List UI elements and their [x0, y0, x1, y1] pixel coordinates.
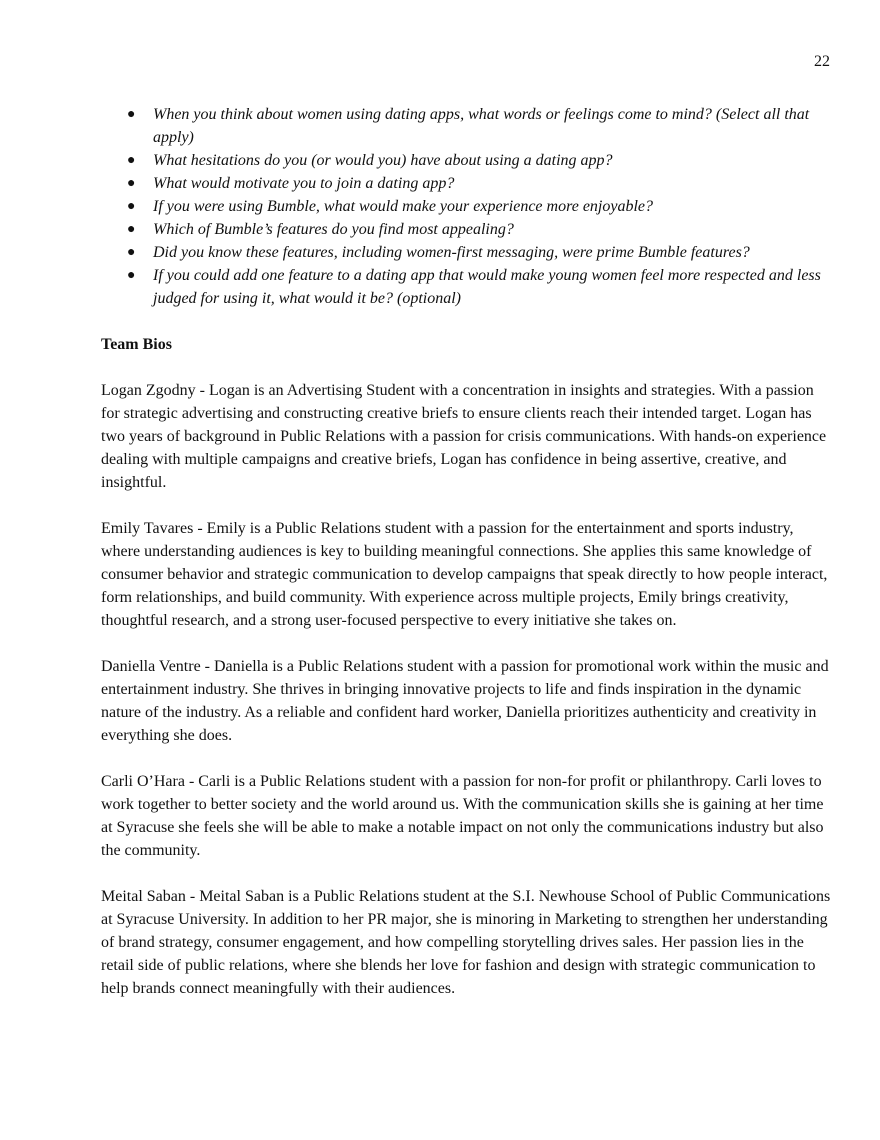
bio-paragraph-meital: Meital Saban - Meital Saban is a Public Relations student at the S.I. Newhouse School of Public Communications at Syracuse University. In addition to her PR major, she is minoring in Marketing to strengthen her understanding of brand strategy, consumer engagement, and how compelling storytelling drives sales. Her passion lies in the retail side of public relations, where she blends her love for fashion and design with strategic communication to help brands connect meaningfully with their audiences. [101, 888, 831, 997]
survey-question-item [127, 218, 827, 241]
survey-question-text: Did you know these features, including women-first messaging, were prime Bumble features? [153, 244, 750, 261]
page-number: 22 [814, 53, 830, 70]
team-bios-section [101, 333, 836, 1023]
team-bios-heading: Team Bios [101, 336, 172, 353]
survey-question-item [127, 195, 827, 218]
survey-question-item [127, 264, 827, 310]
bullet-icon: ● [127, 268, 136, 283]
bullet-icon: ● [127, 222, 136, 237]
bullet-icon: ● [127, 199, 136, 214]
survey-question-text: What hesitations do you (or would you) have about using a dating app? [153, 152, 613, 169]
survey-question-text: If you were using Bumble, what would make your experience more enjoyable? [153, 198, 654, 215]
survey-question-list [127, 103, 827, 310]
bullet-icon: ● [127, 153, 136, 168]
survey-question-item [127, 241, 827, 264]
survey-question-item [127, 103, 827, 149]
bio-paragraph-logan: Logan Zgodny - Logan is an Advertising Student with a concentration in insights and strategies. With a passion for strategic advertising and constructing creative briefs to ensure clients reach their intended target. Logan has two years of background in Public Relations with a passion for crisis communications. With hands-on experience dealing with multiple campaigns and creative briefs, Logan has confidence in being assertive, creative, and insightful. [101, 382, 827, 491]
bio-paragraph-emily: Emily Tavares - Emily is a Public Relations student with a passion for the entertainment and sports industry, where understanding audiences is key to building meaningful connections. She applies this same knowledge of consumer behavior and strategic communication to develop campaigns that speak directly to how people interact, form relationships, and build community. With experience across multiple projects, Emily brings creativity, thoughtful research, and a strong user-focused perspective to every initiative she takes on. [101, 520, 828, 629]
survey-question-item [127, 149, 827, 172]
bullet-icon: ● [127, 176, 136, 191]
bullet-icon: ● [127, 107, 136, 122]
survey-question-item [127, 172, 827, 195]
survey-question-text: If you could add one feature to a dating app that would make young women feel more respected and less judged for using it, what would it be? (optional) [153, 267, 821, 307]
bio-paragraph-carli: Carli O’Hara - Carli is a Public Relations student with a passion for non-for profit or philanthropy. Carli loves to work together to better society and the world around us. With the communication skills she is gaining at her time at Syracuse she feels she will be able to make a notable impact on not only the communications industry but also the community. [101, 773, 824, 859]
bullet-icon: ● [127, 245, 136, 260]
survey-question-text: When you think about women using dating apps, what words or feelings come to mind? (Select all that apply) [153, 106, 810, 146]
survey-question-text: What would motivate you to join a dating app? [153, 175, 455, 192]
survey-question-text: Which of Bumble’s features do you find most appealing? [153, 221, 514, 238]
bio-paragraph-daniella: Daniella Ventre - Daniella is a Public Relations student with a passion for promotional work within the music and entertainment industry. She thrives in bringing innovative projects to life and finds inspiration in the dynamic nature of the industry. As a reliable and confident hard worker, Daniella prioritizes authenticity and creativity in everything she does. [101, 658, 829, 744]
